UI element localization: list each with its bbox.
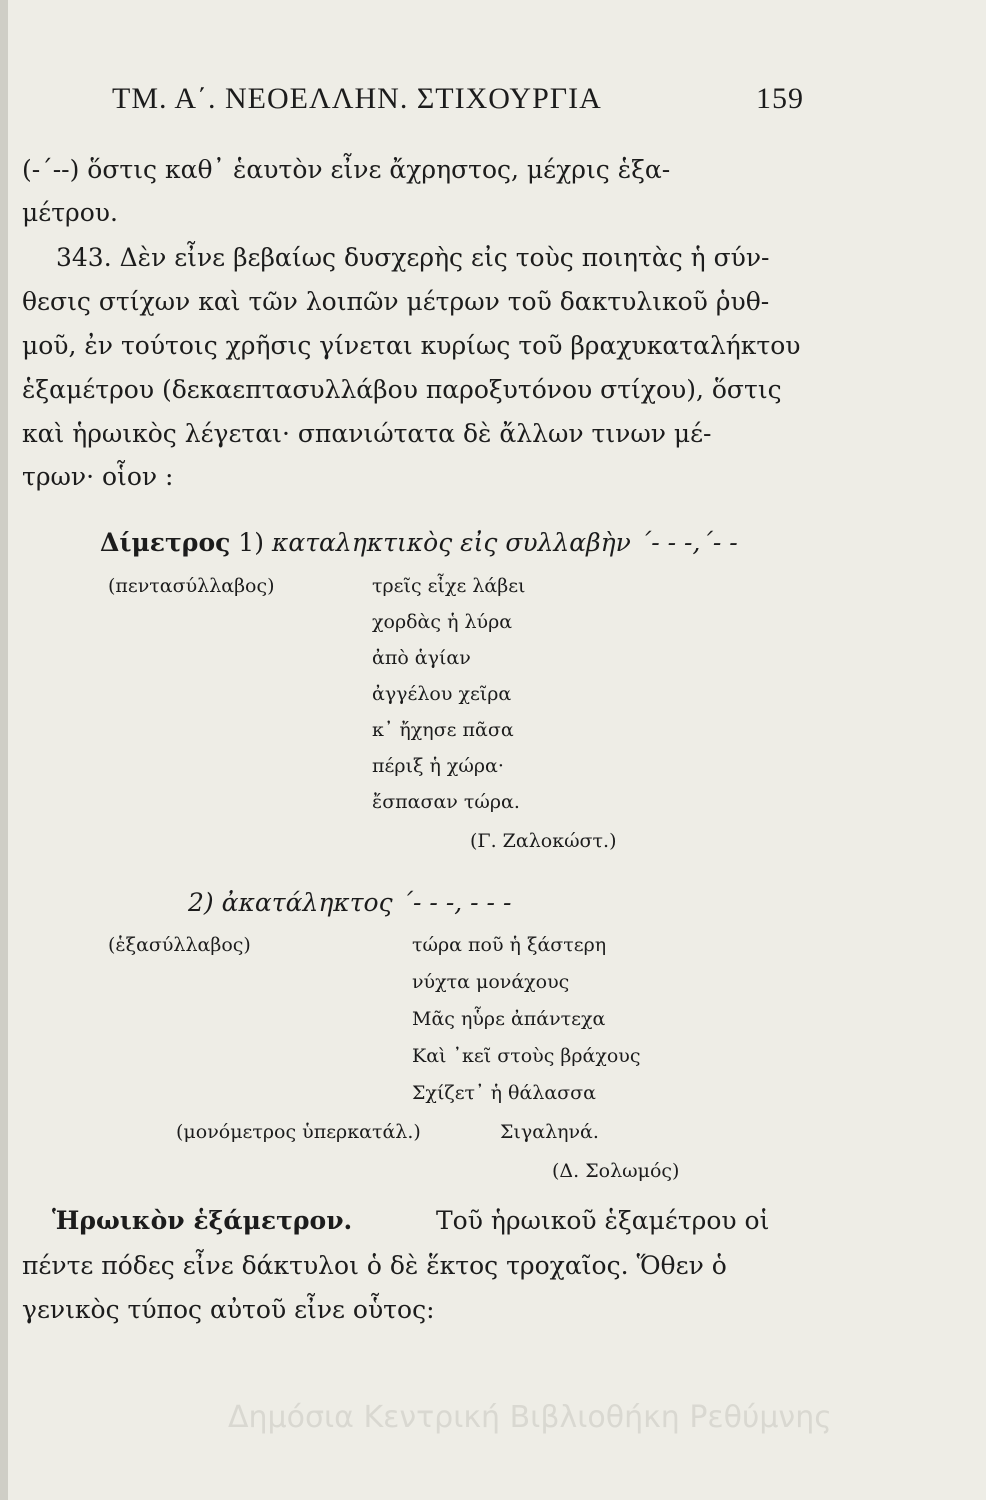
paragraph-line: 343. Δὲν εἶνε βεβαίως δυσχερὴς εἰς τοὺς ποιητὰς ἡ σύν- — [56, 243, 770, 272]
poem-line: Σχίζετ᾽ ἡ θάλασσα — [412, 1082, 596, 1104]
poem-line: Καὶ ᾽κεῖ στοὺς βράχους — [412, 1045, 641, 1067]
heroic-label: Ἡρωικὸν ἑξάμετρον. — [52, 1206, 353, 1235]
running-title: ΤΜ. Α΄. ΝΕΟΕΛΛΗΝ. ΣΤΙΧΟΥΡΓΙΑ — [112, 82, 602, 115]
poem-line: ἀπὸ ἁγίαν — [372, 647, 471, 669]
poem-line: τρεῖς εἶχε λάβει — [372, 575, 526, 597]
heroic-line: πέντε πόδες εἶνε δάκτυλοι ὁ δὲ ἕκτος τροχαῖος. Ὅθεν ὁ — [22, 1251, 727, 1280]
paragraph-line: καὶ ἡρωικὸς λέγεται· σπανιώτατα δὲ ἄλλων τινων μέ- — [22, 419, 712, 448]
page-number: 159 — [756, 82, 804, 115]
akataliktos-heading: 2) ἀκατάληκτος ΄- - -, - - - — [188, 888, 512, 917]
text-line: (-΄--) ὅστις καθ᾽ ἑαυτὸν εἶνε ἄχρηστος, μέχρις ἑξα- — [22, 155, 671, 184]
library-watermark: Δημόσια Κεντρική Βιβλιοθήκη Ρεθύμνης — [228, 1400, 832, 1435]
poem-line: χορδὰς ἡ λύρα — [372, 611, 513, 633]
poem-line: Σιγαληνά. — [500, 1121, 599, 1143]
akataliktos-note: (ἑξασύλλαβος) — [108, 934, 251, 956]
poem-line: ἀγγέλου χεῖρα — [372, 683, 512, 705]
dimetros-note: (πεντασύλλαβος) — [108, 575, 275, 597]
dimetros-description: καταληκτικὸς εἰς συλλαβὴν ΄- - -,΄- - — [271, 528, 738, 557]
dimetros-label: Δίμετρος — [100, 528, 231, 557]
paragraph-line: τρων· οἷον : — [22, 462, 174, 491]
poem-line: ἔσπασαν τώρα. — [372, 791, 520, 813]
dimetros-number: 1) — [238, 528, 264, 557]
poem-line: νύχτα μονάχους — [412, 971, 570, 993]
poem-line: τώρα ποῦ ἡ ξάστερη — [412, 934, 607, 956]
paragraph-line: μοῦ, ἐν τούτοις χρῆσις γίνεται κυρίως τοῦ βραχυκαταλήκτου — [22, 331, 801, 360]
text-line: μέτρου. — [22, 198, 118, 227]
akataliktos-last-note: (μονόμετρος ὑπερκατάλ.) — [176, 1121, 421, 1143]
poem-line: πέριξ ἡ χώρα· — [372, 755, 504, 777]
page-edge — [0, 0, 8, 1500]
heroic-line: Τοῦ ἡρωικοῦ ἑξαμέτρου οἱ — [436, 1206, 770, 1235]
dimetros-heading — [100, 528, 738, 557]
heroic-line: γενικὸς τύπος αὐτοῦ εἶνε οὗτος: — [22, 1295, 435, 1324]
akataliktos-attribution: (Δ. Σολωμός) — [552, 1160, 680, 1182]
paragraph-line: θεσις στίχων καὶ τῶν λοιπῶν μέτρων τοῦ δακτυλικοῦ ῥυθ- — [22, 287, 770, 316]
dimetros-attribution: (Γ. Ζαλοκώστ.) — [470, 830, 617, 852]
heroic-heading — [52, 1206, 352, 1235]
poem-line: Μᾶς ηὗρε ἀπάντεχα — [412, 1008, 606, 1030]
poem-line: κ᾽ ἤχησε πᾶσα — [372, 719, 514, 741]
paragraph-line: ἑξαμέτρου (δεκαεπτασυλλάβου παροξυτόνου στίχου), ὅστις — [22, 375, 782, 404]
